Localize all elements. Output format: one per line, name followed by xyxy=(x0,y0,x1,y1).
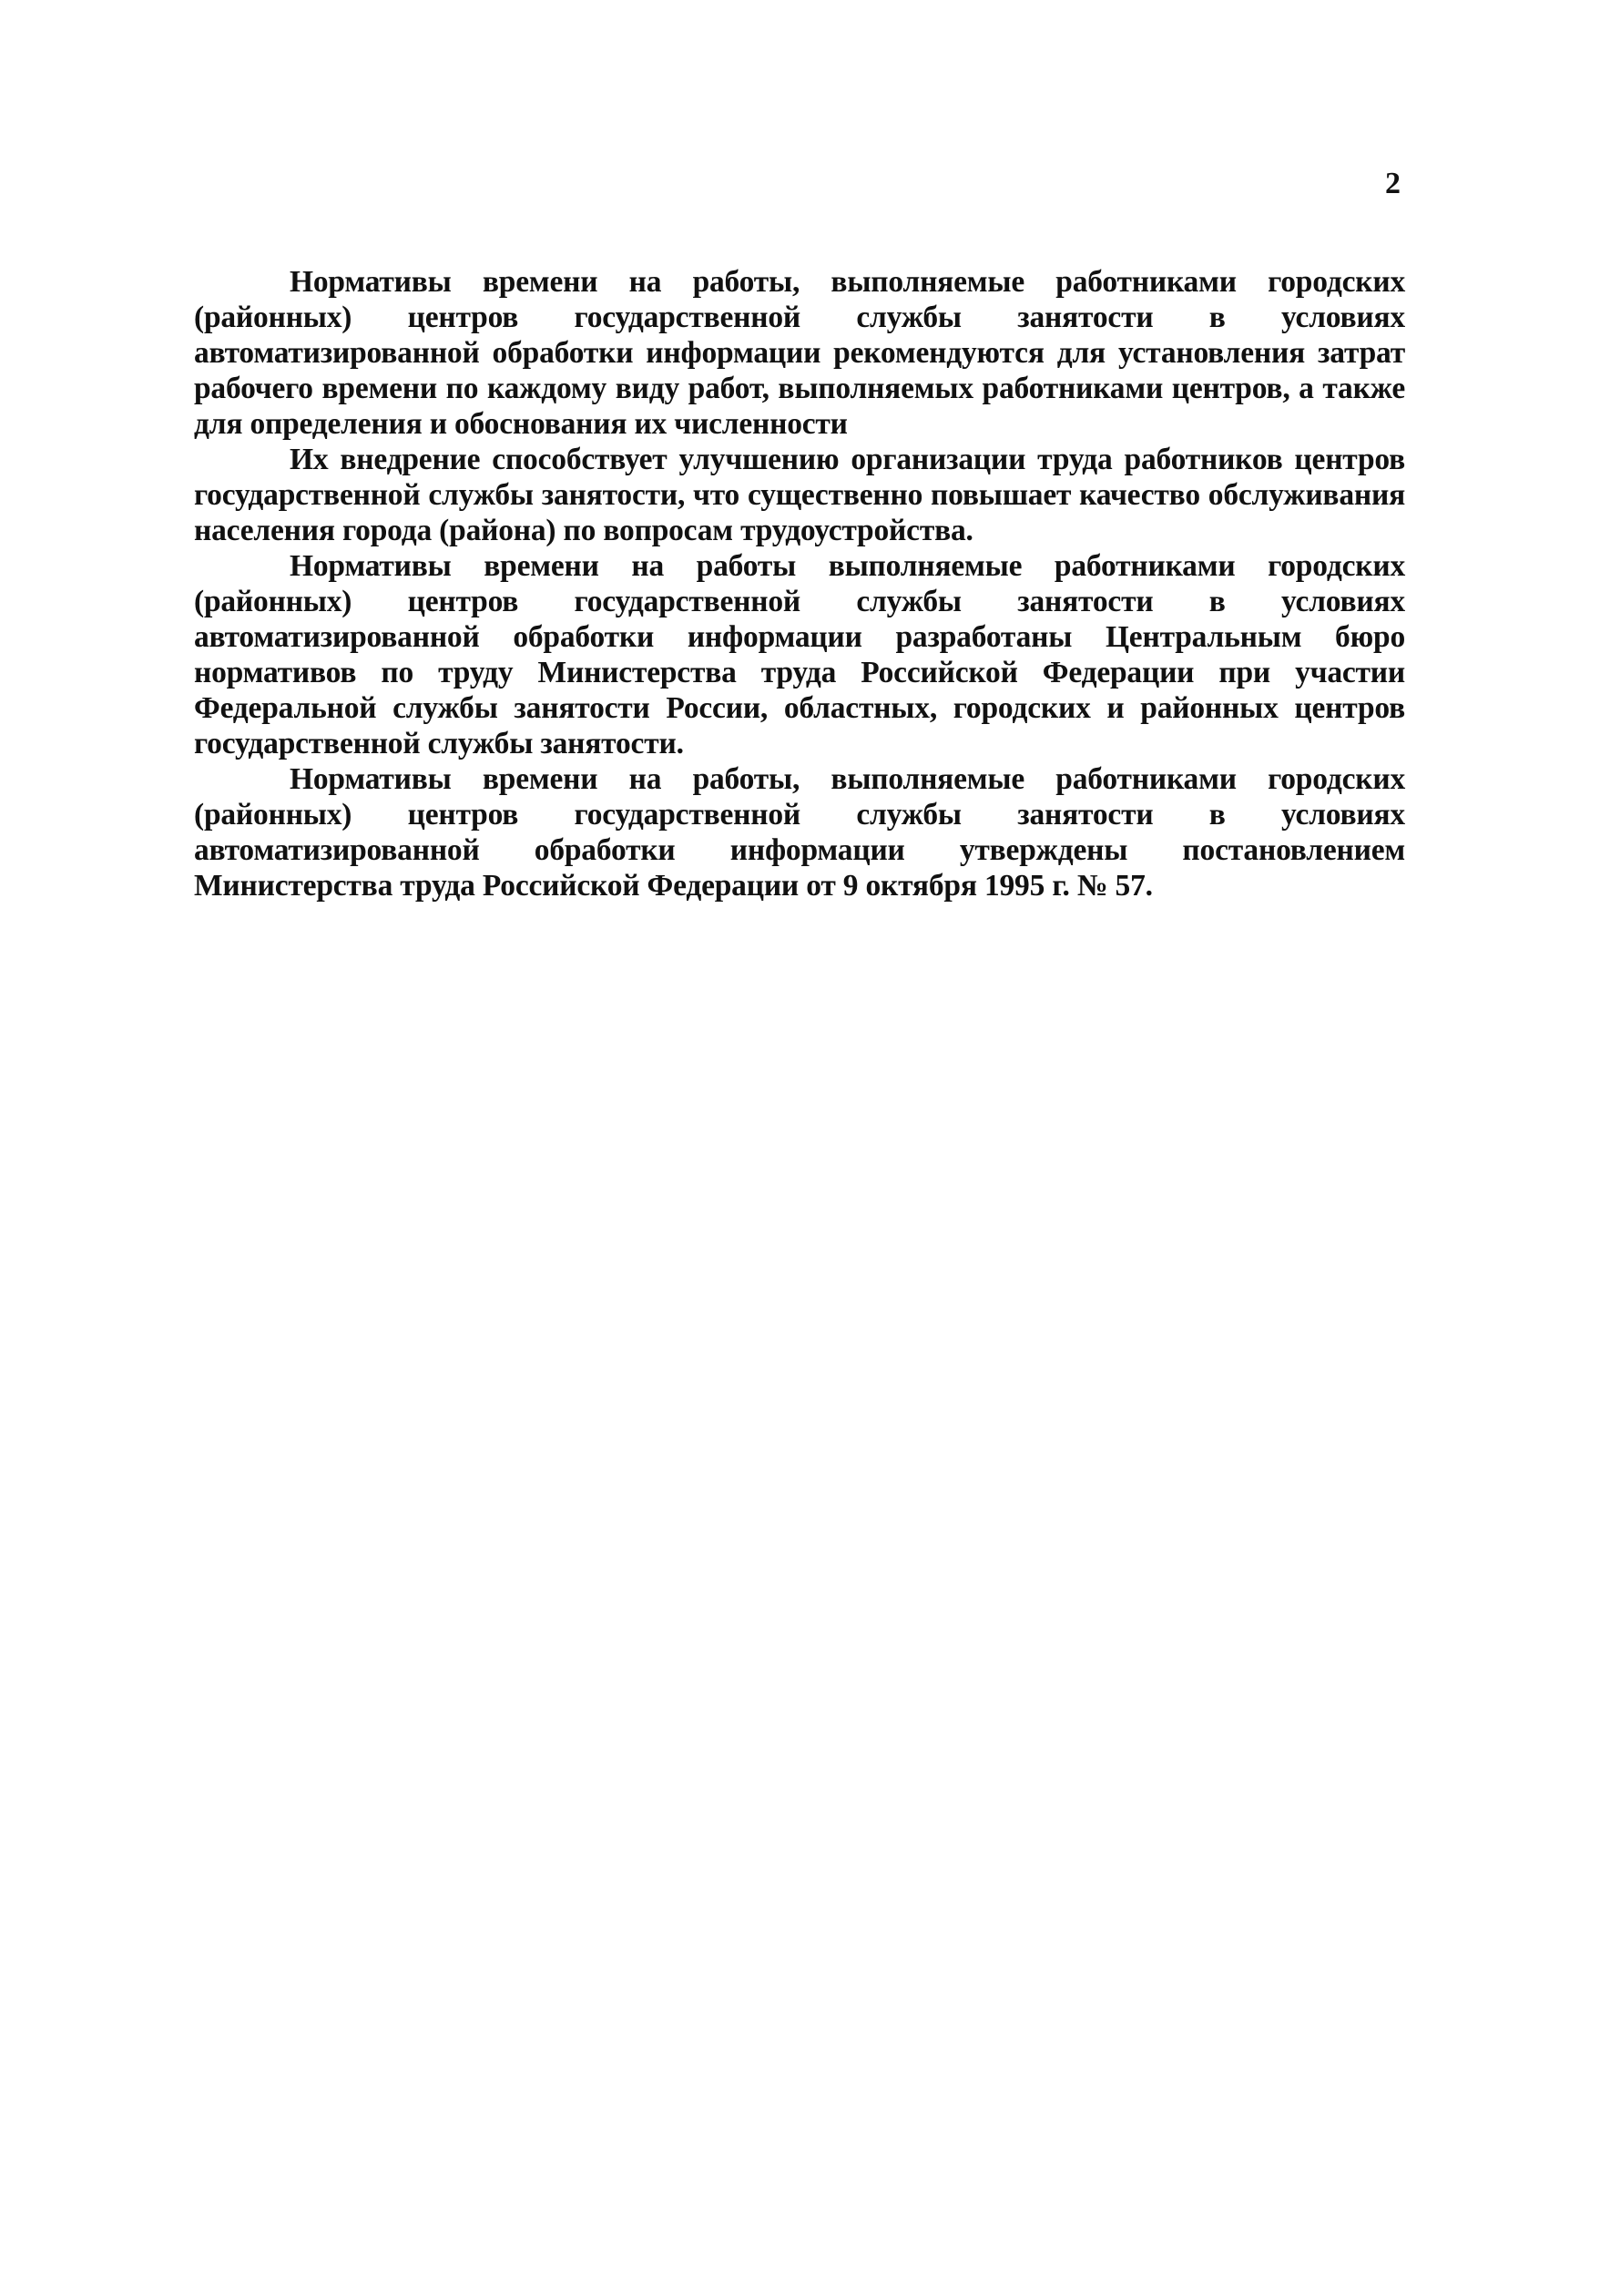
page-number: 2 xyxy=(1385,167,1401,200)
paragraph-developers: Нормативы времени на работы выполняемые работниками городских (районных) центров государственной службы занятости в условиях автоматизированной обработки информации разработаны Центральным бюро нормативов по труду Министерства труда Российской Федерации при участии Федеральной службы занятости России, областных, городских и районных центров государственной службы занятости. xyxy=(194,549,1405,760)
paragraph-implementation: Их внедрение способствует улучшению организации труда работников центров государственной службы занятости, что существенно повышает качество обслуживания населения города (района) по вопросам трудоустройства. xyxy=(194,443,1405,547)
paragraph-approval: Нормативы времени на работы, выполняемые работниками городских (районных) центров государственной службы занятости в условиях автоматизированной обработки информации утверждены постановлением Министерства труда Российской Федерации от 9 октября 1995 г. № 57. xyxy=(194,762,1405,903)
body-text xyxy=(194,264,1405,903)
paragraph-purpose: Нормативы времени на работы, выполняемые работниками городских (районных) центров государственной службы занятости в условиях автоматизированной обработки информации рекомендуются для установления затрат рабочего времени по каждому виду работ, выполняемых работниками центров, а также для определения и обоснования их численности xyxy=(194,265,1405,441)
